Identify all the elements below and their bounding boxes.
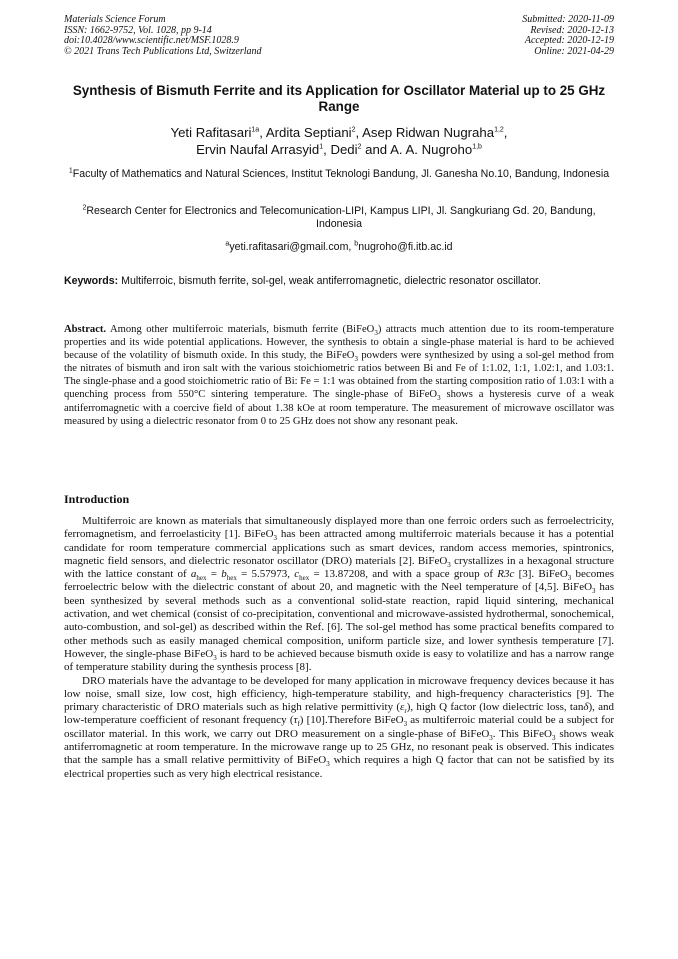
paragraph-text: shows weak antiferromagnetic at room temperature. In the microwave range up to 25 GHz, no resonant peak is observed. This indicates that the sample has a small relative permittivity of BiFeO [64, 727, 615, 767]
math-symbol: a [190, 568, 197, 581]
math-symbol: ε [400, 701, 405, 714]
subscript: hex [226, 574, 237, 583]
subscript: r [404, 707, 407, 716]
author-affil-mark: 2 [351, 126, 356, 134]
paragraph-text: ) [10].Therefore BiFeO [299, 714, 404, 727]
affiliation-text: Research Center for Electronics and Telecomunication-LIPI, Kampus LIPI, Jl. Sangkuriang Gd. 20, Bandung, Indonesia [86, 205, 596, 231]
subscript: 3 [213, 654, 217, 663]
introduction-body [64, 515, 614, 781]
math-symbol: c [294, 568, 300, 581]
author-affil-mark: 2 [357, 143, 362, 151]
author-affil-mark: 1,b [472, 143, 482, 151]
paragraph-text: becomes ferroelectric below with the dielectric constant of about 20, and magnetic with the Neel temperature of [4,5]. BiFeO [64, 568, 614, 594]
author-name: A. A. Nugroho [390, 142, 473, 157]
affiliation-mark: 1 [68, 167, 73, 175]
subscript: 3 [489, 733, 493, 742]
journal-info [64, 15, 262, 57]
paper-title: Synthesis of Bismuth Ferrite and its Application for Oscillator Material up to 25 GHz Range [72, 83, 606, 114]
email-link[interactable]: yeti.rafitasari@gmail.com [229, 241, 349, 253]
author-affil-mark: 1a [251, 126, 260, 134]
subscript: 3 [403, 720, 408, 729]
section-heading: Introduction [64, 492, 130, 506]
keywords-label: Keywords: [64, 275, 119, 287]
affiliation-1 [64, 168, 614, 181]
subscript: 3 [552, 733, 556, 742]
online-date: Online: 2021-04-29 [534, 45, 614, 57]
keywords-text: Multiferroic, bismuth ferrite, sol-gel, weak antiferromagnetic, dielectric resonator oscillator. [118, 275, 541, 287]
email-mark: b [354, 240, 359, 248]
paragraph-text: has been synthesized by several methods such as a conventional solid-state reaction, rapid liquid sintering, mechanical activation, and wet chemical (consist of co-precipitation, conventional and microwave-assisted hydrothermal, sonochemical, auto-combustion, and sol-gel) as described within the Ref. [6]. The sol-gel method has some practical benefits compared to other methods such as easily managed chemical composition, uniform particle size, and lower synthesis temperature [7]. However, the single-phase BiFeO [64, 581, 614, 660]
subscript: 3 [354, 355, 358, 364]
author-name: Ardita Septiani [265, 125, 352, 140]
subscript: 3 [567, 574, 572, 583]
author-separator: , [323, 142, 331, 157]
abstract-text: Among other multiferroic materials, bismuth ferrite (BiFeO [106, 324, 375, 335]
author-name: Ervin Naufal Arrasyid [196, 142, 320, 157]
affiliation-text: Faculty of Mathematics and Natural Sciences, Institut Teknologi Bandung, Jl. Ganesha No.10, Bandung, Indonesia [72, 168, 610, 180]
paragraph-text: has been attracted among multiferroic materials because it has a potential candidate for room temperature commercial applications such as smart devices, random access memories, spintronics, magnetic field sensors, and dielectric resonator oscillator (DRO) materials [2]. BiFeO [64, 528, 614, 567]
math-symbol: τ [293, 714, 298, 727]
email-mark: a [225, 240, 230, 248]
subscript: hex [299, 574, 310, 583]
abstract-label: Abstract. [64, 324, 107, 335]
paragraph-text: ), high Q factor (low dielectric loss, tan [406, 701, 584, 714]
paragraph [64, 675, 614, 781]
author-separator: , [259, 125, 266, 140]
author-name: Yeti Rafitasari [170, 125, 252, 140]
author-separator: , [355, 125, 363, 140]
submission-dates [522, 15, 614, 57]
subscript: 3 [273, 534, 278, 543]
paragraph-text: = [206, 568, 222, 581]
paragraph-text: as multiferroic material could be a subject for oscillator material. In this work, we carry out DRO measurement on a single-phase of BiFeO [64, 714, 615, 740]
abstract-text: ) attracts much attention due to its room-temperature properties and its wide potential applications. However, the synthesis to obtain a single-phase material is hard to be achieved because of the volatility of bismuth oxide. In this study, the BiFeO [64, 324, 614, 362]
affiliation-2 [64, 205, 614, 231]
paragraph-text: = 13.87208, and with a space group of [309, 568, 498, 581]
paragraph [64, 515, 614, 675]
journal-issn: ISSN: 1662-9752, Vol. 1028, pp 9-14 [64, 24, 212, 36]
author-name: Dedi [330, 142, 358, 157]
keywords [64, 275, 614, 289]
submitted-date: Submitted: 2020-11-09 [522, 14, 614, 25]
author-separator: and [361, 142, 391, 157]
email-link[interactable]: nugroho@fi.itb.ac.id [358, 241, 453, 253]
journal-name: Materials Science Forum [64, 14, 166, 25]
author-emails [64, 241, 614, 254]
subscript: f [297, 720, 300, 729]
revised-date: Revised: 2020-12-13 [530, 24, 614, 36]
subscript: 3 [592, 587, 596, 596]
abstract-text: shows a hysteresis curve of a weak antiferromagnetic with a coercive field of about 1.38 kOe at room temperature. The measurement of microwave oscillator was measured by using a dielectric resonator from 0 to 25 GHz does not show any resonant peak. [64, 389, 614, 427]
journal-copyright: © 2021 Trans Tech Publications Ltd, Switzerland [64, 45, 262, 57]
author-affil-mark: 1,2 [494, 126, 504, 134]
space-group: R3c [497, 568, 515, 581]
paragraph-text: which requires a high Q factor that can not be satisfied by its electrical properties such as very high electrical resistance. [64, 754, 614, 780]
subscript: 3 [447, 561, 451, 570]
paragraph-text: is hard to be achieved because bismuth oxide is easy to volatilize and has a narrow range of temperature stability during the synthesis process [8]. [64, 647, 614, 674]
paragraph-text: . This BiFeO [492, 727, 553, 740]
author-separator: , [503, 125, 508, 140]
accepted-date: Accepted: 2020-12-19 [524, 35, 614, 47]
journal-doi[interactable]: doi:10.4028/www.scientific.net/MSF.1028.9 [64, 35, 239, 47]
math-symbol: b [221, 568, 227, 581]
email-separator: , [348, 241, 355, 253]
affiliation-mark: 2 [82, 204, 87, 212]
subscript: 3 [326, 760, 330, 769]
paragraph-text: DRO materials have the advantage to be developed for many application in microwave frequency devices because it has low noise, small size, low cost, high efficiency, high-temperature stability, and high-frequency characteristics [9]. The primary characteristic of DRO materials such as high relative permittivity ( [64, 674, 614, 714]
subscript: 3 [437, 394, 441, 403]
author-affil-mark: 1 [319, 143, 324, 151]
subscript: hex [196, 574, 207, 583]
paragraph-text: ), and low-temperature coefficient of resonant frequency ( [64, 701, 614, 727]
math-symbol: δ [583, 701, 589, 714]
abstract [64, 323, 614, 428]
author-name: Asep Ridwan Nugraha [362, 125, 495, 140]
abstract-text: powders were synthesized by using a sol-gel method from the nitrates of bismuth and iron salt with the various stoichiometric ratios between Bi and Fe of 1:1.02, 1:1, 1.02:1, and 1.03:1. The single-phase and a good stoichiometric ratio of Bi: Fe = 1:1 was obtained from the starting composition ratio of 1.03:1 with a quenching process from 550°C sintering temperature. The single-phase of BiFeO [64, 350, 614, 401]
paragraph-text: = 5.57973, [236, 568, 295, 581]
paragraph-text: crystallizes in a hexagonal structure with the lattice constant of [64, 554, 614, 581]
subscript: 3 [374, 329, 378, 338]
author-list [58, 124, 620, 158]
paragraph-text: Multiferroic are known as materials that simultaneously displayed more than one ferroic orders such as ferroelectricity, ferromagnetism, and ferroelasticity [1]. BiFeO [64, 515, 614, 541]
paragraph-text: [3]. BiFeO [514, 568, 568, 581]
